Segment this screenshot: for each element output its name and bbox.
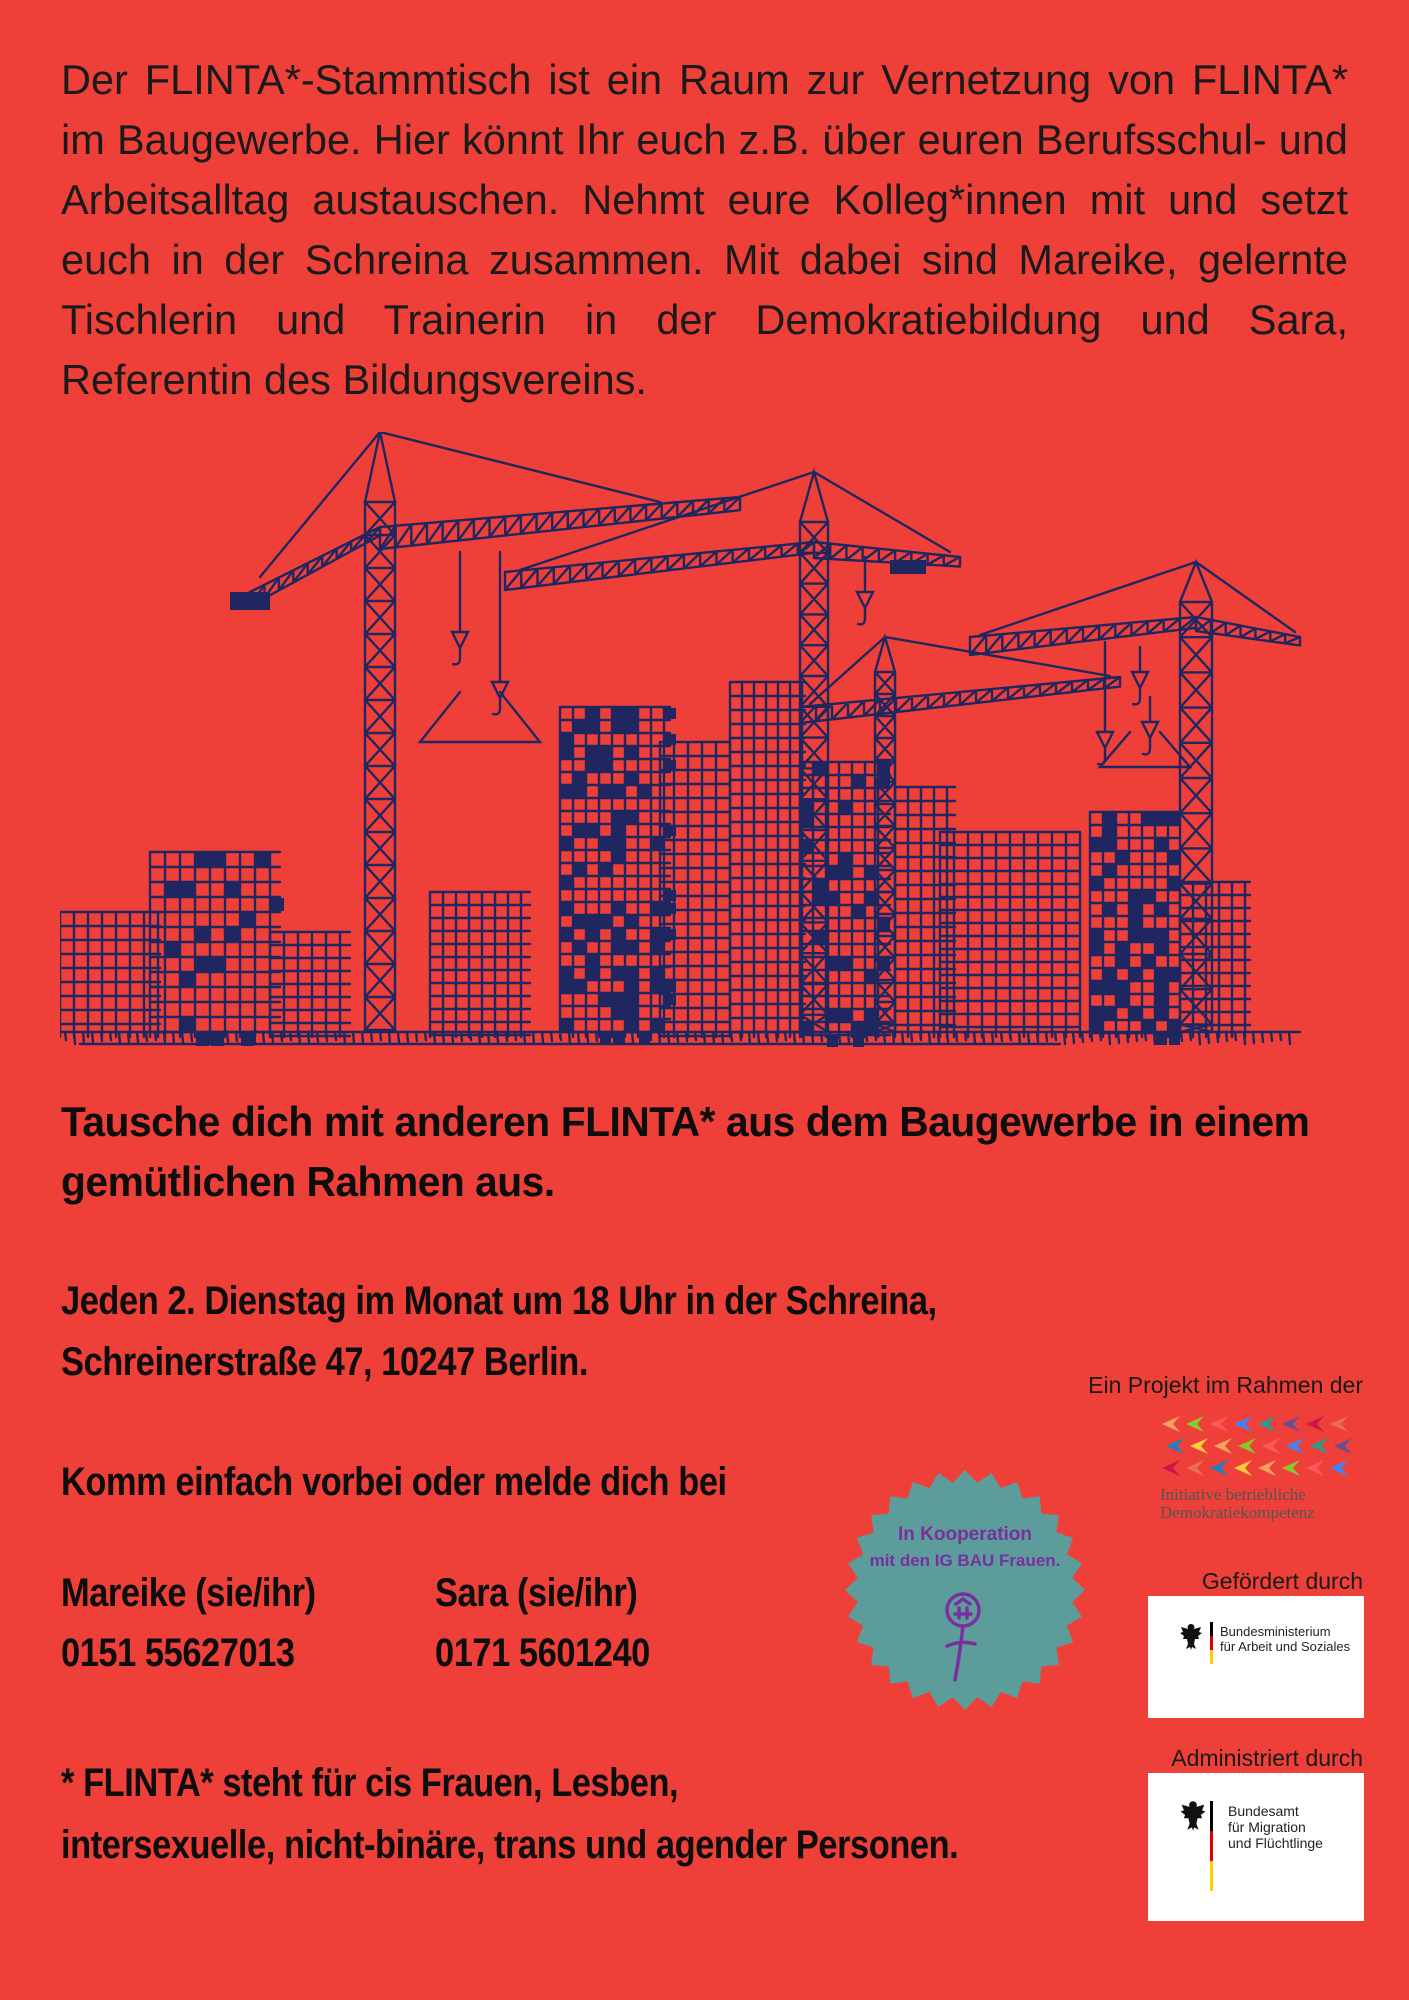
tower-building-1-fill — [613, 838, 624, 849]
crane-2-counterweight — [890, 560, 926, 574]
scaffold-fill — [181, 1018, 194, 1031]
tower-building-7-fill — [1130, 969, 1141, 980]
tower-building-7-fill — [1143, 1021, 1154, 1032]
tower-building-1-fill — [626, 721, 637, 732]
scaffold-fill — [166, 943, 179, 956]
initiative-arrow-icon — [1262, 1438, 1280, 1454]
bamf-logo — [1148, 1773, 1364, 1921]
tower-building-1-fill — [613, 851, 624, 862]
tower-building-1-fill — [613, 708, 624, 719]
tower-building-7-fill — [1156, 1034, 1167, 1045]
crane-1-mast — [365, 502, 395, 1032]
tower-building-7-fill — [1117, 956, 1128, 967]
tower-building-1-fill — [652, 981, 663, 992]
tower-building-7-fill — [1169, 969, 1180, 980]
german-flag-stripe — [1210, 1801, 1213, 1891]
tower-building-1-fill — [574, 825, 585, 836]
scaffold-fill — [166, 883, 179, 896]
initiative-arrow-icon — [1282, 1416, 1300, 1432]
initiative-arrow-icon — [1330, 1460, 1348, 1476]
scaffold-fill — [196, 928, 209, 941]
scaffold-fill — [226, 928, 239, 941]
initiative-arrow-icon — [1234, 1416, 1252, 1432]
tower-building-1-fill — [561, 981, 572, 992]
initiative-arrow-icon — [1214, 1438, 1232, 1454]
tower-building-1-fill — [613, 929, 624, 940]
crane-4-jib — [970, 617, 1196, 655]
initiative-arrow-icon — [1286, 1438, 1304, 1454]
contact-sara-phone[interactable]: 0171 5601240 — [435, 1631, 650, 1675]
initiative-logo-line-2: Demokratiekompetenz — [1160, 1503, 1315, 1522]
scaffold-fill — [181, 973, 194, 986]
scaffold-fill — [181, 883, 194, 896]
crane-1-hook-1 — [452, 552, 468, 664]
initiative-arrow-icon — [1238, 1438, 1256, 1454]
bamf-line-2: für Migration — [1228, 1819, 1306, 1835]
badge-line-1: In Kooperation — [897, 1524, 1033, 1545]
scaffold-fill — [211, 853, 224, 866]
tower-building-1-fill — [626, 968, 637, 979]
tower-building-1-fill — [600, 760, 611, 771]
initiative-arrow-icon — [1334, 1438, 1352, 1454]
tower-building-1-fill — [561, 903, 572, 914]
federal-eagle-icon — [1178, 1622, 1204, 1652]
tower-building-7-fill — [1143, 813, 1154, 824]
scaffold-fill — [241, 1033, 254, 1046]
tower-building-7-fill — [1117, 943, 1128, 954]
tower-building-1-fill — [574, 916, 585, 927]
scaffold-building-3 — [730, 682, 805, 1037]
tower-building-7-fill — [1156, 1008, 1167, 1019]
bmas-logo-text — [1220, 1624, 1350, 1654]
tower-building-7-fill — [1169, 852, 1180, 863]
initiative-arrow-icon — [1166, 1438, 1184, 1454]
tower-building-1-fill — [561, 877, 572, 888]
tower-building-7-fill — [1169, 1021, 1180, 1032]
scaffold-fill — [196, 1033, 209, 1046]
initiative-arrow-icon — [1210, 1416, 1228, 1432]
tower-building-1-fill — [587, 708, 598, 719]
tower-building-4-fill — [840, 854, 851, 865]
tower-building-1-fill — [587, 721, 598, 732]
tower-building-7-fill — [1091, 1021, 1102, 1032]
tower-building-1-fill — [561, 1020, 572, 1031]
tower-building-4-fill — [853, 1023, 864, 1034]
bamf-line-3: und Flüchtlinge — [1228, 1835, 1323, 1851]
badge-line-2: mit den IG BAU Frauen. — [869, 1551, 1061, 1570]
crane-4-cables — [980, 562, 1295, 635]
tower-building-1-fill — [600, 786, 611, 797]
tower-building-7-fill — [1143, 930, 1154, 941]
initiative-logo-line-1: Initiative betriebliche — [1160, 1485, 1306, 1504]
intro-paragraph: Der FLINTA*-Stammtisch ist ein Raum zur Vernetzung von FLINTA* im Baugewerbe. Hier könnt Ihr euch z.B. über euren Berufsschul- und Arbeitsalltag austauschen. Nehmt eure Kolleg*innen mit und setzt euch in der Schreina zusammen. Mit dabei sind Mareike, gelernte Tischlerin und Trainerin in der Demokratiebildung und Sara, Referentin des Bildungsvereins. — [61, 56, 1348, 403]
scaffold-building-5 — [895, 787, 955, 1037]
tower-building-1-fill — [561, 968, 572, 979]
tower-building-1-fill — [561, 734, 572, 745]
initiative-arrow-icon — [1306, 1416, 1324, 1432]
schedule-line-2: Schreinerstraße 47, 10247 Berlin. — [61, 1340, 588, 1384]
tower-building-7-fill — [1091, 1008, 1102, 1019]
initiative-arrow-icon — [1258, 1460, 1276, 1476]
initiative-arrow-icon — [1162, 1460, 1180, 1476]
tower-building-1-fill — [613, 994, 624, 1005]
tower-building-1-fill — [574, 864, 585, 875]
tower-building-1-fill — [587, 760, 598, 771]
tower-building-7-fill — [1104, 839, 1115, 850]
tower-building-1-fill — [574, 773, 585, 784]
project-label: Ein Projekt im Rahmen der — [1088, 1372, 1363, 1398]
tower-building-7-fill — [1156, 943, 1167, 954]
tower-building-7-fill — [1130, 917, 1141, 928]
tower-building-1-fill — [652, 903, 663, 914]
tower-building-7-fill — [1091, 982, 1102, 993]
tower-building-4-fill — [853, 776, 864, 787]
initiative-arrow-icon — [1186, 1460, 1204, 1476]
tower-building-7-fill — [1169, 1034, 1180, 1045]
scaffold-fill — [241, 913, 254, 926]
tower-building-1-fill — [600, 747, 611, 758]
scaffold-fill — [211, 958, 224, 971]
scaffold-mid-left — [430, 892, 530, 1037]
tower-building-7-fill — [1104, 826, 1115, 837]
tower-building-1-fill — [626, 916, 637, 927]
initiative-arrow-icon — [1330, 1416, 1348, 1432]
tower-building-1-fill — [600, 994, 611, 1005]
tower-building-1-fill — [600, 838, 611, 849]
crane-1-counterweight — [230, 592, 270, 610]
scaffold-fill — [256, 853, 269, 866]
tower-building-1-fill — [626, 747, 637, 758]
tower-building-4-fill — [840, 802, 851, 813]
badge-starburst — [845, 1470, 1085, 1710]
tower-building-1-fill — [574, 942, 585, 953]
crane-1-jib — [380, 497, 740, 549]
tower-building-1-fill — [626, 708, 637, 719]
tower-building-7-fill — [1143, 891, 1154, 902]
tower-building-7-fill — [1169, 813, 1180, 824]
initiative-arrow-icon — [1186, 1416, 1204, 1432]
tower-building-4-fill — [840, 867, 851, 878]
scaffold-fill — [196, 853, 209, 866]
crane-3-jib — [800, 677, 1120, 723]
schedule-line-1: Jeden 2. Dienstag im Monat um 18 Uhr in der Schreina, — [61, 1279, 937, 1323]
tower-building-1-fill — [626, 812, 637, 823]
tower-building-1-fill — [600, 864, 611, 875]
tower-building-1-fill — [626, 942, 637, 953]
federal-eagle-icon — [1178, 1799, 1208, 1833]
scaffold-fill — [271, 898, 284, 911]
tower-building-4-fill — [840, 1010, 851, 1021]
footnote-line-1: * FLINTA* steht für cis Frauen, Lesben, — [61, 1761, 679, 1805]
initiative-arrow-icon — [1282, 1460, 1300, 1476]
tower-building-1-fill — [613, 721, 624, 732]
tower-building-7-fill — [1143, 956, 1154, 967]
tower-building-1-fill — [613, 1007, 624, 1018]
crane-4-hook-1 — [1097, 642, 1113, 764]
tower-building-1-fill — [613, 942, 624, 953]
tower-building-1-fill — [639, 786, 650, 797]
initiative-arrow-icon — [1306, 1460, 1324, 1476]
tower-building-1-fill — [587, 968, 598, 979]
bmas-logo — [1148, 1596, 1364, 1718]
tower-building-1-fill — [587, 955, 598, 966]
initiative-arrow-icon — [1162, 1416, 1180, 1432]
crane-3-hook — [1142, 697, 1158, 754]
tower-building-1-fill — [561, 929, 572, 940]
tower-building-1-fill — [665, 708, 676, 719]
tower-building-7-fill — [1156, 813, 1167, 824]
tower-building-1-fill — [626, 981, 637, 992]
funded-label: Gefördert durch — [1201, 1568, 1363, 1594]
construction-skyline-illustration — [60, 432, 1360, 1072]
tower-building-7-fill — [1104, 865, 1115, 876]
tower-building-7-fill — [1091, 839, 1102, 850]
tower-building-1-fill — [587, 825, 598, 836]
tower-building-1-fill — [626, 1020, 637, 1031]
tower-building-7-fill — [1130, 930, 1141, 941]
tower-building-1-fill — [626, 1007, 637, 1018]
tower-building-7-fill — [1104, 1008, 1115, 1019]
tower-building-7-fill — [1130, 904, 1141, 915]
tower-building-1-fill — [561, 747, 572, 758]
tower-building-4-fill — [853, 906, 864, 917]
scaffold-left-3 — [270, 932, 350, 1037]
initiative-arrow-icon — [1310, 1438, 1328, 1454]
scaffold-fill — [196, 958, 209, 971]
tower-building-4-fill — [840, 958, 851, 969]
tower-building-7-fill — [1104, 813, 1115, 824]
bmas-line-1: Bundesministerium — [1220, 1624, 1331, 1639]
tower-building-1-fill — [613, 825, 624, 836]
tower-building-1-fill — [613, 812, 624, 823]
tower-building-1-fill — [574, 786, 585, 797]
crane-2-jib — [505, 542, 814, 590]
tower-building-7-fill — [1091, 943, 1102, 954]
tower-building-7-fill — [1104, 969, 1115, 980]
crane-3-load — [1100, 732, 1190, 767]
tower-building-1-fill — [600, 916, 611, 927]
tower-building-7-fill — [1091, 930, 1102, 941]
tower-building-1-fill — [574, 981, 585, 992]
bamf-logo-text — [1228, 1803, 1323, 1851]
footnote-line-2: intersexuelle, nicht-binäre, trans und agender Personen. — [61, 1823, 959, 1867]
tower-building-7-fill — [1130, 1008, 1141, 1019]
tower-building-1-fill — [613, 968, 624, 979]
tower-building-7-fill — [1104, 982, 1115, 993]
initiative-arrow-icon — [1234, 1460, 1252, 1476]
tower-building-1-fill — [652, 968, 663, 979]
tower-building-7-fill — [1156, 995, 1167, 1006]
tower-building-1-fill — [613, 786, 624, 797]
tower-building-1-fill — [587, 747, 598, 758]
tower-building-7-fill — [1156, 982, 1167, 993]
bamf-line-1: Bundesamt — [1228, 1803, 1299, 1819]
contact-mareike-name: Mareike (sie/ihr) — [61, 1571, 316, 1615]
tower-building-7-fill — [1091, 878, 1102, 889]
tower-building-7-fill — [1156, 930, 1167, 941]
scaffold-building-6 — [940, 832, 1080, 1037]
contact-call-to-action: Komm einfach vorbei oder melde dich bei — [61, 1460, 727, 1504]
tower-building-7-fill — [1117, 982, 1128, 993]
tower-building-7-fill — [1169, 878, 1180, 889]
tower-building-1-fill — [626, 773, 637, 784]
crane-2-hook — [857, 557, 873, 624]
tower-building-1-fill — [626, 994, 637, 1005]
crane-4-hook-2 — [1132, 647, 1148, 704]
german-flag-stripe — [1210, 1622, 1213, 1664]
tower-building-1-fill — [574, 721, 585, 732]
admin-label: Administriert durch — [1171, 1745, 1363, 1771]
crane-1-load — [420, 692, 540, 742]
scaffold-fill — [226, 883, 239, 896]
initiative-arrow-icon — [1190, 1438, 1208, 1454]
contact-mareike-phone[interactable]: 0151 55627013 — [61, 1631, 295, 1675]
tower-building-1-fill — [613, 903, 624, 914]
tower-building-7-fill — [1156, 839, 1167, 850]
tower-building-1-fill — [587, 929, 598, 940]
scaffold-left — [60, 912, 160, 1037]
bmas-line-2: für Arbeit und Soziales — [1220, 1639, 1351, 1654]
initiative-arrow-icon — [1210, 1460, 1228, 1476]
tower-building-7-fill — [1117, 995, 1128, 1006]
tower-building-7-fill — [1117, 852, 1128, 863]
tower-building-7-fill — [1130, 891, 1141, 902]
tower-building-7-fill — [1156, 904, 1167, 915]
initiative-arrow-icon — [1258, 1416, 1276, 1432]
tower-building-7-fill — [1104, 904, 1115, 915]
tower-building-1-fill — [561, 786, 572, 797]
tower-building-1-fill — [587, 916, 598, 927]
tower-building-1-fill — [561, 838, 572, 849]
initiative-logo — [1158, 1412, 1358, 1528]
tagline: Tausche dich mit anderen FLINTA* aus dem Baugewerbe in einem gemütlichen Rahmen aus. — [61, 1098, 1310, 1205]
tower-building-7-fill — [1156, 969, 1167, 980]
cooperation-badge — [843, 1468, 1087, 1712]
tower-building-4-fill — [827, 1036, 838, 1047]
contact-sara-name: Sara (sie/ihr) — [435, 1571, 638, 1615]
